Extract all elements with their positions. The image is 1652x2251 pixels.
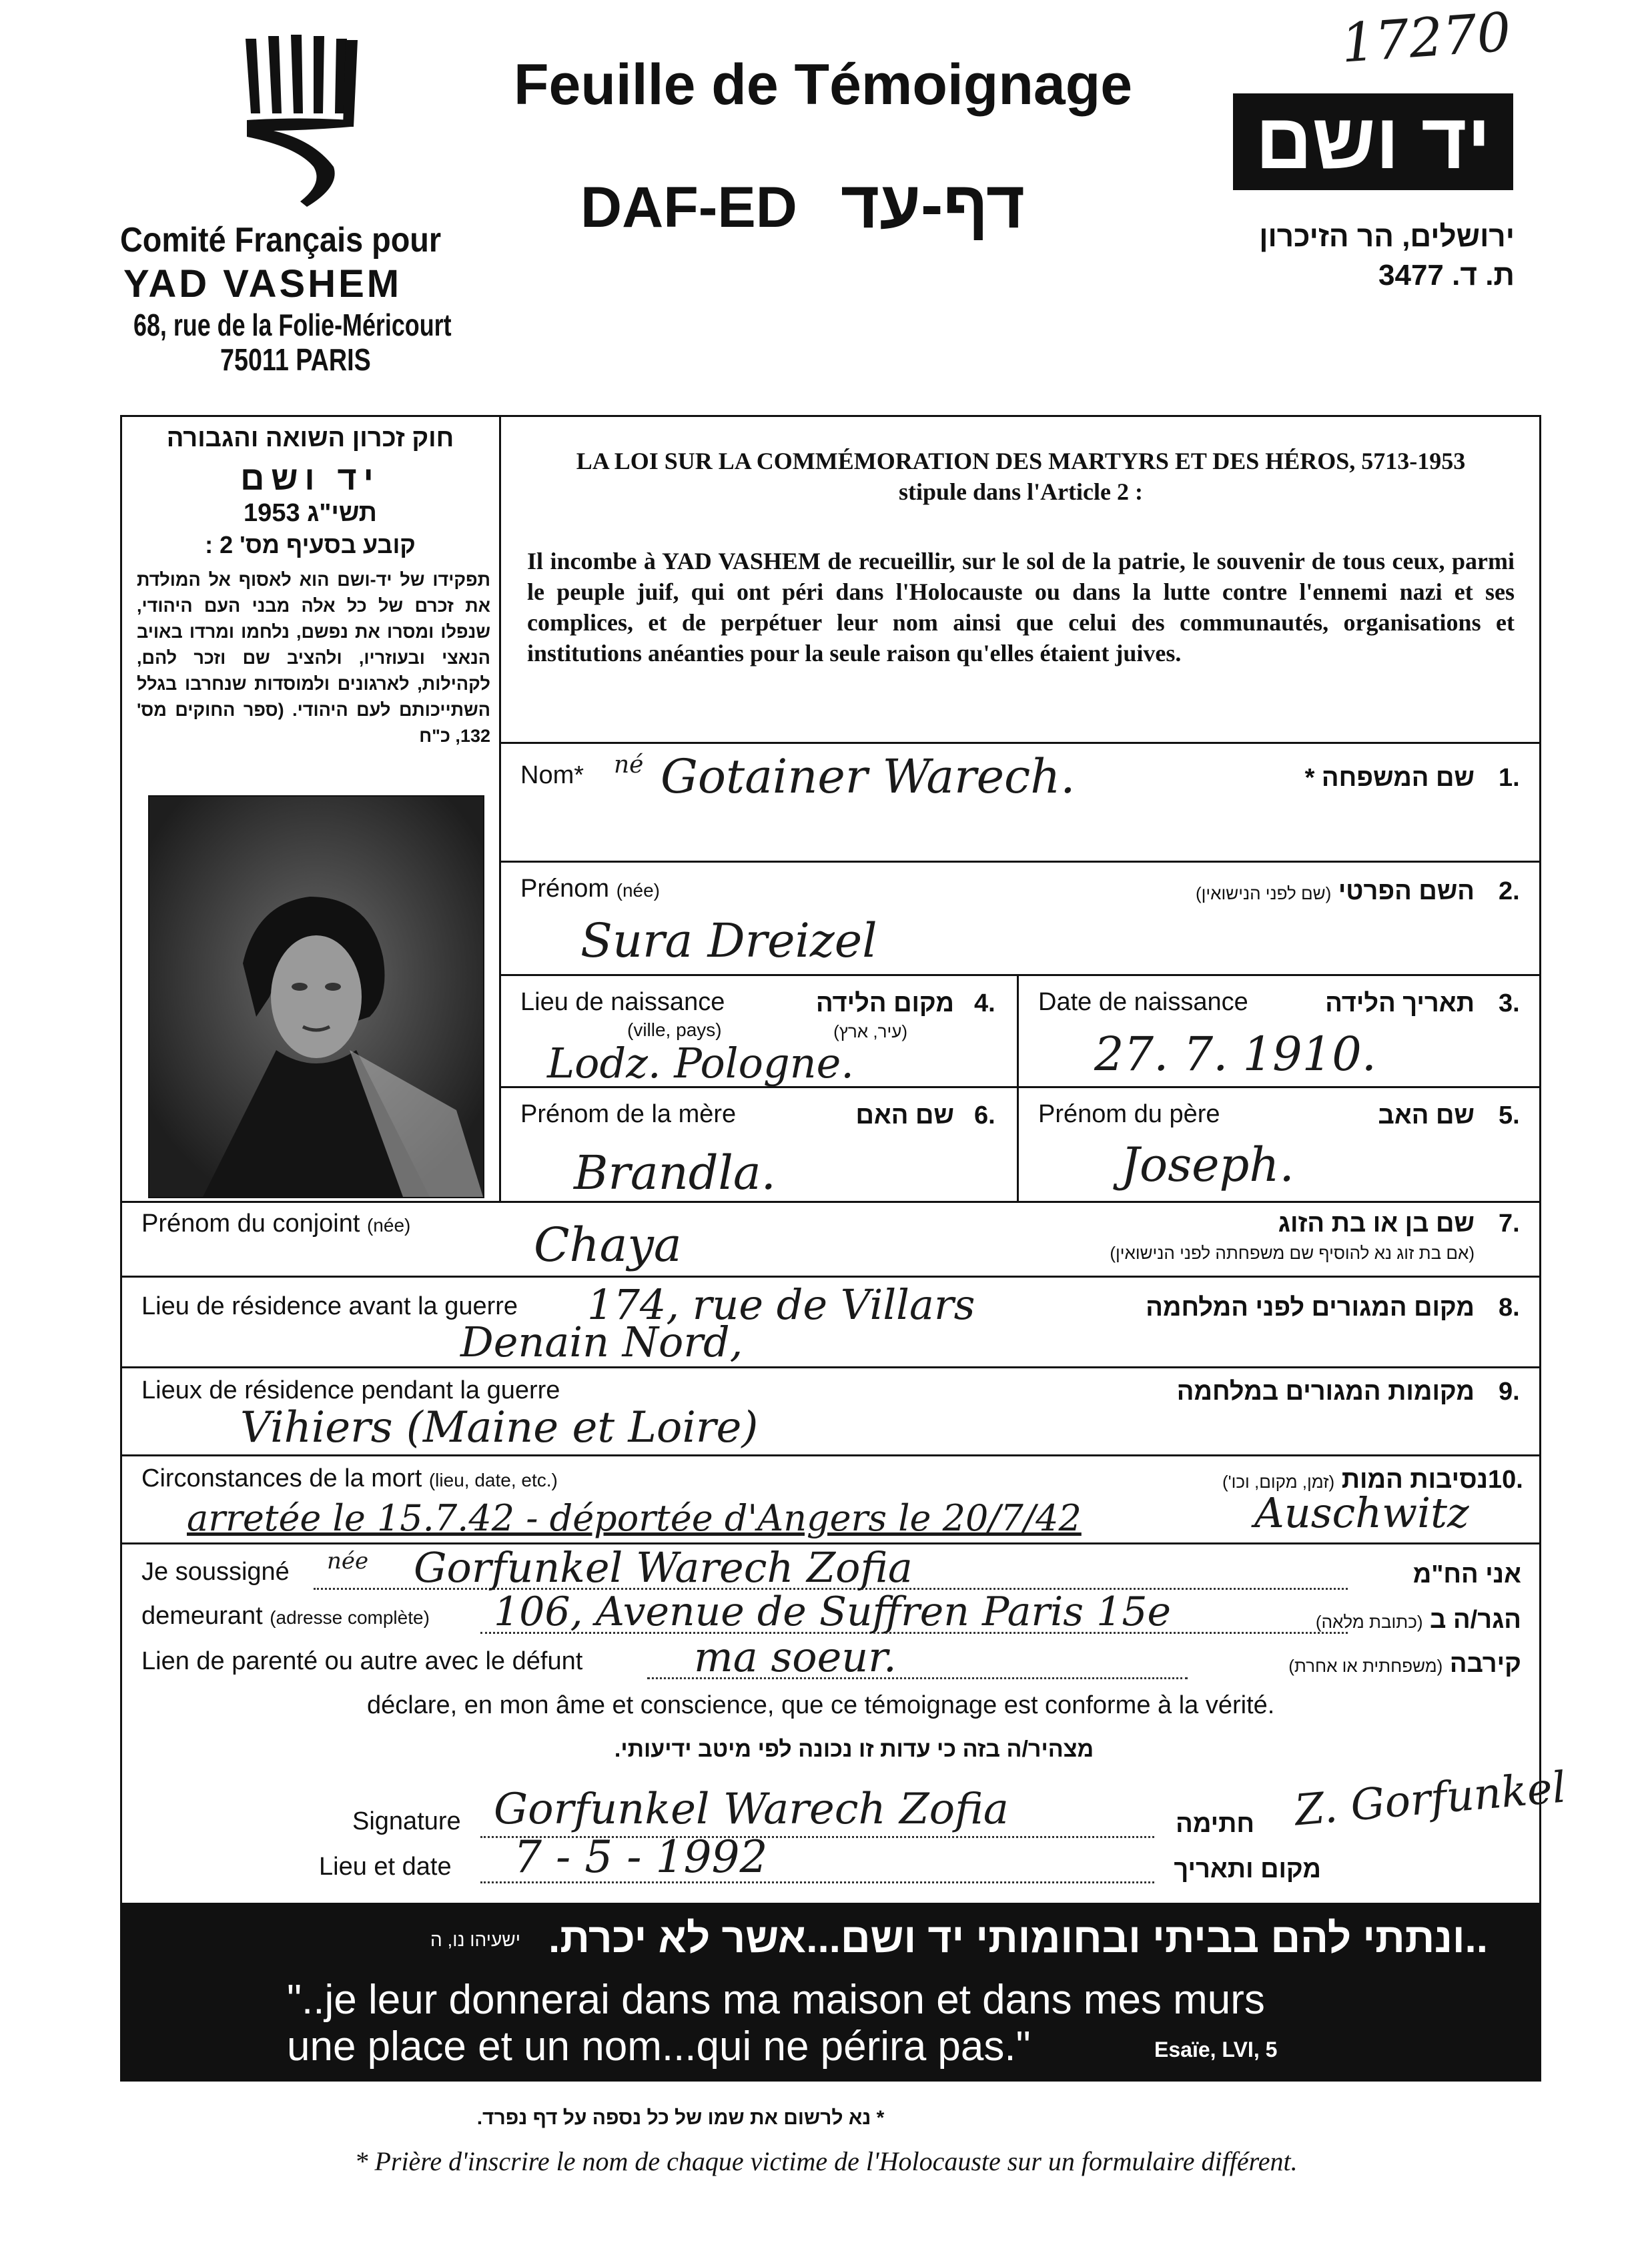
law-title: LA LOI SUR LA COMMÉMORATION DES MARTYRS ET DES HÉROS, 5713-1953 bbox=[576, 448, 1466, 474]
address-line2: 75011 PARIS bbox=[220, 342, 371, 377]
divider bbox=[120, 1366, 1541, 1368]
conjoint-label-small: (née) bbox=[366, 1215, 411, 1236]
conjoint-hebrew: שם בן או בת הזוג bbox=[1278, 1210, 1475, 1238]
prenom-label-small: (née) bbox=[616, 880, 660, 901]
signature-label: Signature bbox=[352, 1807, 461, 1835]
date-naissance-hebrew: תאריך הלידה bbox=[1325, 989, 1475, 1017]
demeurant-label bbox=[141, 1601, 430, 1633]
circonstances-label-text: Circonstances de la mort bbox=[141, 1464, 422, 1492]
divider bbox=[120, 1454, 1541, 1456]
banner-hebrew-quote: ..ונתתי להם בביתי ובחומותי יד ושם...אשר לא יכרת. bbox=[548, 1915, 1488, 1961]
conjoint-value[interactable]: Chaya bbox=[534, 1218, 682, 1272]
prenom-pere-num: 5. bbox=[1499, 1101, 1520, 1130]
nom-label: Nom* bbox=[520, 761, 584, 789]
soussigne-hebrew: אני הח"מ bbox=[1412, 1560, 1521, 1589]
circonstances-hebrew-text: נסיבות המות bbox=[1341, 1466, 1488, 1494]
quote-banner bbox=[120, 1903, 1541, 2082]
residence-avant-num: 8. bbox=[1499, 1294, 1520, 1322]
form-subtitle-latin: DAF-ED bbox=[580, 175, 797, 240]
nom-num: 1. bbox=[1499, 764, 1520, 792]
nom-hebrew: שם המשפחה * bbox=[1304, 764, 1475, 792]
conjoint-num: 7. bbox=[1499, 1210, 1520, 1238]
parente-value[interactable]: ma soeur. bbox=[694, 1633, 897, 1681]
residence-pendant-value[interactable]: Vihiers (Maine et Loire) bbox=[240, 1403, 759, 1452]
prenom-label bbox=[520, 874, 660, 905]
soussigne-label: Je soussigné bbox=[141, 1558, 290, 1586]
divider bbox=[499, 974, 1541, 976]
declaration-hebrew: מצהיר/ה בזה כי עדות זו נכונה לפי מיטב ידיעותי. bbox=[614, 1737, 1094, 1762]
prenom-mere-label: Prénom de la mère bbox=[520, 1100, 737, 1128]
conjoint-hebrew-small: (אם בת זוג נא להוסיף שם משפחתה לפני הנישואין) bbox=[1110, 1243, 1475, 1263]
lieu-date-hebrew: מקום ותאריך bbox=[1174, 1855, 1321, 1883]
parente-hebrew-small: (משפחתית או אחרת) bbox=[1288, 1656, 1443, 1676]
side-signature: Z. Gorfunkel bbox=[1292, 1763, 1568, 1836]
prenom-label-text: Prénom bbox=[520, 875, 610, 903]
form-title: Feuille de Témoignage bbox=[514, 53, 1133, 117]
signature-value[interactable]: Gorfunkel Warech Zofia bbox=[494, 1785, 1009, 1834]
residence-pendant-hebrew: מקומות המגורים במלחמה bbox=[1176, 1378, 1475, 1406]
banner-french-line1: "..je leur donnerai dans ma maison et dans mes murs bbox=[287, 1977, 1265, 2023]
conjoint-label-text: Prénom du conjoint bbox=[141, 1210, 360, 1238]
banner-hebrew-ref: ישעיהו נו, ה bbox=[430, 1929, 520, 1950]
footer-french-note: * Prière d'inscrire le nom de chaque victime de l'Holocauste sur un formulaire différent. bbox=[354, 2146, 1298, 2176]
divider bbox=[1017, 974, 1019, 1202]
parente-hebrew bbox=[1201, 1649, 1521, 1681]
banner-french-ref: Esaïe, LVI, 5 bbox=[1154, 2038, 1278, 2062]
residence-avant-value1[interactable]: 174, rue de Villars bbox=[587, 1280, 975, 1329]
lieu-naissance-hebrew-small: (עיר, ארץ) bbox=[833, 1021, 907, 1041]
circonstances-value[interactable]: arretée le 15.7.42 - déportée d'Angers le 20/7/42 bbox=[187, 1497, 1082, 1539]
date-naissance-value[interactable]: 27. 7. 1910. bbox=[1094, 1027, 1377, 1081]
demeurant-label-small: (adresse complète) bbox=[270, 1607, 430, 1628]
prenom-num: 2. bbox=[1499, 877, 1520, 905]
prenom-hebrew-small: (שם לפני הנישואין) bbox=[1195, 883, 1332, 903]
yad-vashem-menorah-logo bbox=[234, 27, 367, 213]
lieu-naissance-value[interactable]: Lodz. Pologne. bbox=[547, 1039, 854, 1087]
lieu-date-label: Lieu et date bbox=[319, 1853, 452, 1881]
prenom-pere-label: Prénom du père bbox=[1038, 1100, 1220, 1128]
jerusalem-address: ירושלים, הר הזיכרון bbox=[1259, 220, 1515, 253]
soussigne-value[interactable]: Gorfunkel Warech Zofia bbox=[414, 1543, 913, 1592]
demeurant-hebrew bbox=[1201, 1605, 1521, 1637]
circonstances-hebrew-small: (זמן, מקום, וכו') bbox=[1222, 1472, 1335, 1492]
prenom-mere-hebrew: שם האם bbox=[855, 1101, 954, 1130]
committee-line2: YAD VASHEM bbox=[123, 262, 402, 306]
divider bbox=[120, 1276, 1541, 1278]
po-box: ת. ד. 3477 bbox=[1378, 259, 1515, 292]
address-line1: 68, rue de la Folie-Méricourt bbox=[133, 308, 452, 342]
prenom-value[interactable]: Sura Dreizel bbox=[580, 913, 877, 968]
prenom-hebrew bbox=[1094, 877, 1475, 908]
left-column-divider bbox=[499, 415, 501, 1202]
hebrew-law-year: תשי"ג 1953 bbox=[244, 499, 377, 527]
lieu-naissance-hebrew: מקום הלידה bbox=[816, 989, 954, 1017]
divider bbox=[120, 1201, 1541, 1203]
date-naissance-num: 3. bbox=[1499, 989, 1520, 1017]
handwritten-number: 17270 bbox=[1339, 1, 1513, 75]
banner-french-line2: une place et un nom...qui ne périra pas." bbox=[287, 2023, 1031, 2070]
demeurant-value[interactable]: 106, Avenue de Suffren Paris 15e bbox=[494, 1589, 1172, 1635]
hebrew-law-title2: יד ושם bbox=[240, 460, 380, 497]
prenom-hebrew-text: השם הפרטי bbox=[1338, 877, 1475, 905]
divider bbox=[499, 742, 1541, 744]
nom-prefix: né bbox=[614, 751, 644, 779]
form-subtitle-hebrew: דף-עד bbox=[841, 167, 1025, 242]
parente-label: Lien de parenté ou autre avec le défunt bbox=[141, 1647, 583, 1675]
hebrew-law-body: תפקידו של יד-ושם הוא לאסוף אל המולדת את זכרם של כל אלה מבני העם היהודי, שנפלו ומסרו את נפשם, נלחמו ומרדו באויב הנאצי ובעוזריו, ולהציב שם וזכר להם, לקהילות, לארגונים ולמוסדות שנחרבו בגלל השתייכותם לעם היהודי. (ספר החוקים מס' 132, כ"ח bbox=[137, 570, 490, 746]
conjoint-label bbox=[141, 1209, 410, 1240]
divider bbox=[499, 861, 1541, 863]
hebrew-law-title1: חוק זכרון השואה והגבורה bbox=[166, 424, 454, 452]
committee-line1: Comité Français pour bbox=[120, 221, 442, 260]
date-naissance-label: Date de naissance bbox=[1038, 988, 1248, 1016]
lieu-naissance-label-small: (ville, pays) bbox=[627, 1019, 722, 1040]
demeurant-hebrew-text: הגר/ה ב bbox=[1430, 1606, 1521, 1634]
residence-pendant-label: Lieux de résidence pendant la guerre bbox=[141, 1376, 560, 1404]
prenom-mere-num: 6. bbox=[974, 1101, 995, 1130]
law-body: Il incombe à YAD VASHEM de recueillir, sur le sol de la patrie, le souvenir de tous ceux, parmi le peuple juif, qui ont péri dans l'Holocauste ou dans la lutte contre l'ennemi nazi et ses complices, et de perpétuer leur nom ainsi que celui des communautés, organisations et institutions anéanties pour la seule raison qu'elles étaient juives. bbox=[527, 548, 1515, 666]
nom-value[interactable]: Gotainer Warech. bbox=[661, 749, 1076, 804]
parente-hebrew-text: קירבה bbox=[1449, 1650, 1521, 1678]
soussigne-prefix: née bbox=[327, 1548, 369, 1574]
prenom-pere-value[interactable]: Joseph. bbox=[1121, 1138, 1294, 1192]
hebrew-law-clause: קובע בסעיף מס' 2 : bbox=[205, 531, 416, 558]
demeurant-hebrew-small: (כתובת מלאה) bbox=[1315, 1612, 1423, 1632]
yad-vashem-hebrew-logo: יד ושם bbox=[1233, 93, 1513, 190]
residence-avant-hebrew: מקום המגורים לפני המלחמה bbox=[1146, 1294, 1475, 1322]
lieu-naissance-num: 4. bbox=[974, 989, 995, 1017]
circonstances-label bbox=[141, 1464, 558, 1495]
victim-photo bbox=[148, 795, 484, 1198]
residence-avant-label: Lieu de résidence avant la guerre bbox=[141, 1292, 518, 1320]
lieu-date-value[interactable]: 7 - 5 - 1992 bbox=[514, 1831, 768, 1883]
circonstances-value-end[interactable]: Auschwitz bbox=[1254, 1488, 1469, 1537]
residence-pendant-num: 9. bbox=[1499, 1378, 1520, 1406]
declaration-text: déclare, en mon âme et conscience, que ce témoignage est conforme à la vérité. bbox=[367, 1691, 1275, 1719]
signature-hebrew: חתימה bbox=[1176, 1810, 1254, 1838]
footer-hebrew-note: * נא לרשום את שמו של כל נספה על דף נפרד. bbox=[476, 2107, 885, 2129]
demeurant-label-text: demeurant bbox=[141, 1602, 263, 1630]
law-subtitle: stipule dans l'Article 2 : bbox=[899, 478, 1143, 505]
prenom-mere-value[interactable]: Brandla. bbox=[574, 1146, 776, 1200]
residence-avant-value2[interactable]: Denain Nord, bbox=[460, 1318, 743, 1366]
prenom-pere-hebrew: שם האב bbox=[1378, 1101, 1475, 1130]
lieu-naissance-label: Lieu de naissance bbox=[520, 988, 725, 1016]
circonstances-num: 10. bbox=[1488, 1466, 1523, 1494]
circonstances-label-small: (lieu, date, etc.) bbox=[428, 1470, 558, 1490]
